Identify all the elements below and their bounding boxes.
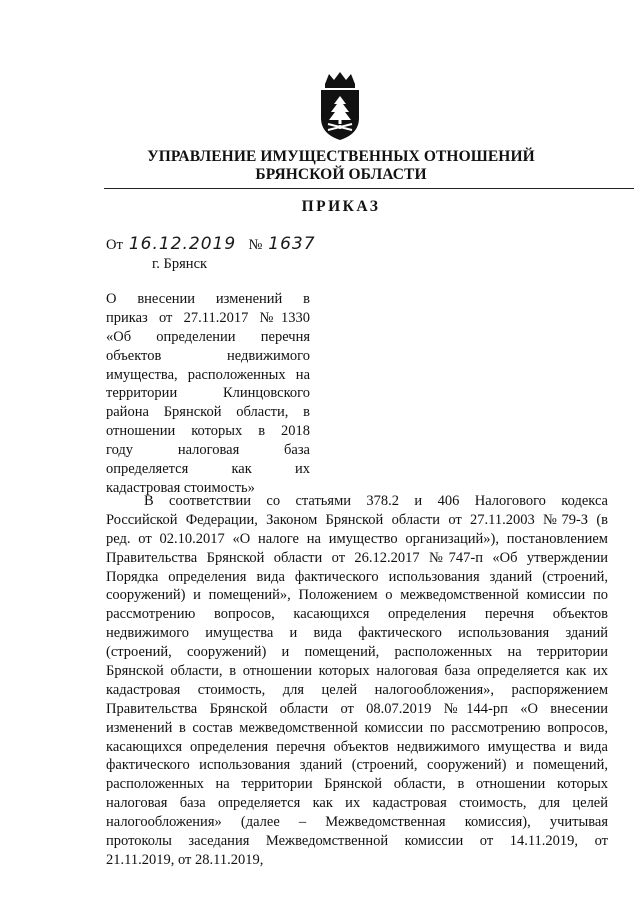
body-line: расположенных на территории Брянской области, в отношении которых — [106, 776, 608, 793]
body-line: протоколы заседания Межведомственной комиссии от 14.11.2019, от — [106, 833, 608, 850]
body-line: кадастровая стоимость, для целей налогообложения», распоряжением — [106, 681, 608, 698]
organization-name — [100, 148, 582, 184]
subject-line: определяется как их — [106, 461, 310, 478]
body-line: касающихся определения перечня объектов недвижимого имущества и вида — [106, 738, 608, 755]
subject-line: имущества, расположенных на — [106, 366, 310, 383]
subject-line: приказ от 27.11.2017 №1330 — [106, 309, 310, 326]
body-line: В соответствии со статьями 378.2 и 406 Налогового кодекса — [144, 493, 608, 509]
subject-line: году налоговая база — [106, 442, 310, 459]
body-line: Российской Федерации, Законом Брянской области от 27.11.2003 №79-З (в — [106, 511, 608, 528]
document-title: ПРИКАЗ — [301, 198, 381, 215]
number-sign: № — [248, 237, 263, 253]
org-line-2: БРЯНСКОЙ ОБЛАСТИ — [255, 166, 427, 183]
subject-line: объектов недвижимого — [106, 347, 310, 364]
body-line: недвижимого имущества и вида фактического использования зданий — [106, 625, 608, 642]
body-line: Брянской области, в отношении которых налоговая база определяется как их — [106, 663, 608, 680]
subject-line: «Об определении перечня — [106, 328, 310, 345]
subject-line: кадастровая стоимость» — [106, 479, 255, 496]
handwritten-date: 16.12.2019 — [128, 234, 237, 254]
body-line: фактического использования зданий (строений, сооружений) и помещений, — [106, 757, 608, 774]
bryansk-coat-of-arms-icon — [316, 70, 364, 142]
subject-line: отношении которых в 2018 — [106, 423, 310, 440]
body-line: Правительства Брянской области от 08.07.2019 №144-рп «О внесении — [106, 700, 608, 717]
body-line: сооружений) и помещений», Положением о межведомственной комиссии по — [106, 587, 608, 604]
date-number-line — [106, 234, 316, 254]
body-line: ред. от 02.10.2017 «О налоге на имущество организаций»), постановлением — [106, 530, 608, 547]
body-line: Правительства Брянской области от 26.12.2017 №747-п «Об утверждении — [106, 549, 608, 566]
order-body-text — [106, 492, 608, 870]
subject-line: района Брянской области, в — [106, 404, 310, 421]
handwritten-number: 1637 — [268, 234, 316, 254]
date-prefix: От — [106, 237, 123, 253]
body-line: изменений в состав межведомственной комиссии по рассмотрению вопросов, — [106, 719, 608, 736]
header-divider — [104, 188, 634, 189]
body-line: налоговая база определяется как их кадастровая стоимость, для целей — [106, 795, 608, 812]
body-line: Порядка определения вида фактического использования зданий (строений, — [106, 568, 608, 585]
org-line-1: УПРАВЛЕНИЕ ИМУЩЕСТВЕННЫХ ОТНОШЕНИЙ — [147, 148, 535, 165]
body-line: 21.11.2019, от 28.11.2019, — [106, 851, 264, 868]
subject-line: территории Клинцовского — [106, 385, 310, 402]
order-subject — [106, 290, 310, 498]
body-line: рассмотрению вопросов, касающихся определения перечня объектов — [106, 606, 608, 623]
subject-line: О внесении изменений в — [106, 291, 310, 307]
city-label: г. Брянск — [152, 256, 208, 272]
body-line: (строений, сооружений) и помещений, расположенных на территории — [106, 644, 608, 661]
body-line: налогообложения» (далее – Межведомственная комиссия), учитывая — [106, 814, 608, 831]
